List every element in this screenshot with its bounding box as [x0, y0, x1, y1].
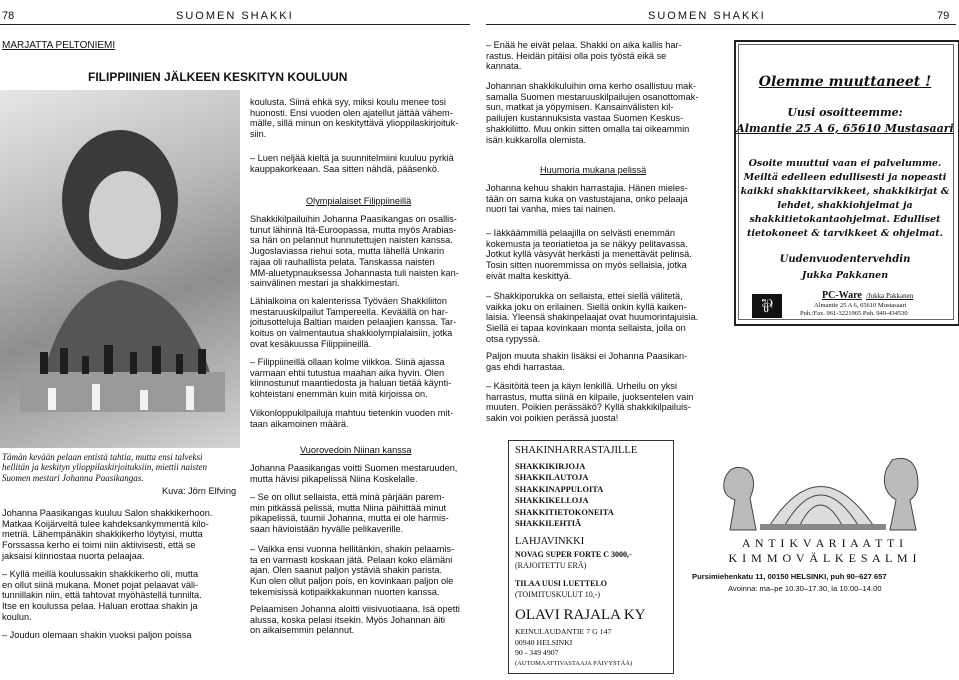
subheading-vuorovedoin: Vuorovedoin Niinan kanssa: [300, 445, 412, 455]
text-line: – Kyllä meillä koulussakin shakkikerho oli, mutta: [2, 569, 199, 579]
text-line: kokemusta ja teoriatietoa ja se näkyy pelitavassa.: [486, 238, 688, 249]
caption-line: Suomen mestari Johanna Paasikangas.: [2, 472, 144, 483]
text-line: vaikka joku on erilainen. Siellä onkin kyllä kaiken-: [486, 301, 687, 312]
col1-paragraph: [2, 508, 212, 562]
photo-caption: [2, 452, 207, 483]
right-header-rule: [486, 24, 956, 25]
text-line: nuori tai vanha, mies tai nainen.: [486, 204, 616, 215]
text-line: Siellä ei tapaa kovinkaan monta sellaista, jolla on: [486, 323, 686, 334]
list-item: SHAKKILEHTIÄ: [515, 519, 582, 529]
text-line: (AUTOMAATTIVASTAAJA PÄIVYSTÄÄ): [515, 659, 633, 667]
shop-owner: /Jukka Pakkanen: [866, 292, 914, 300]
text-line: lehdet, shakkiohjelmat ja: [777, 200, 913, 211]
list-item: SHAKKITIETOKONEITA: [515, 507, 614, 517]
left-page-number: 78: [2, 10, 15, 22]
text-line: Pelaamisen Johanna aloitti viisivuotiaana. Isä opetti: [250, 604, 460, 614]
text-line: Matkaa Koijärveltä tulee kahdeksankymmentä kilo-: [2, 518, 209, 529]
text-line: Shakkikilpailuihin Johanna Paasikangas on osallis-: [250, 214, 457, 224]
ad2-catalog: TILAA UUSI LUETTELO: [515, 579, 608, 588]
antikvariaatti-hours: Avoinna: ma–pe 10.30–17.30, la 10.00–14.00: [728, 584, 882, 593]
text-line: – Enää he eivät pelaa. Shakki on aika kallis har-: [486, 40, 682, 50]
text-line: Johannan shakkikuluihin oma kerho osallistuu mak-: [486, 81, 696, 91]
author-name: MARJATTA PELTONIEMI: [2, 40, 116, 51]
ad-greeting: Uudenvuodentervehdin: [779, 254, 911, 265]
text-line: isän kukkarolla olemista.: [486, 134, 587, 145]
col1-paragraph: [2, 630, 192, 641]
col2-paragraph: [250, 463, 457, 484]
col2-paragraph: [250, 492, 449, 535]
col2-paragraph: [250, 214, 459, 289]
col3-paragraph: [486, 40, 682, 72]
text-line: Jugoslaviassa riehui sota, mutta lähellä Unkarin: [250, 246, 445, 257]
text-line: – Luen neljää kieltä ja suunnitelmiini kuuluu pyrkiä: [250, 153, 454, 163]
chess-pieces-and-book-illustration: [690, 440, 956, 532]
ad-body: [736, 157, 954, 241]
text-line: tekemisissä kotipaikkakunnan nuorten kanssa.: [250, 586, 440, 597]
text-line: pikapelissä, tuumii Johanna, mutta ei ole harmis-: [250, 513, 449, 524]
text-line: – Joudun olemaan shakin vuoksi paljon poissa: [2, 630, 192, 640]
text-line: tunut lähinnä Itä-Euroopassa, mutta myös Arabias-: [250, 224, 457, 235]
text-line: rajaa oli rauhallista pelata. Tanskassa naisten: [250, 256, 435, 267]
text-line: laisia. Yleensä shakinpelaajat ovat huumorintajuisia.: [486, 312, 699, 323]
ad2-offer-product: NOVAG SUPER FORTE C 3000,-: [515, 550, 632, 559]
text-line: saan hävioistään hyvälle pelikaverille.: [250, 524, 404, 535]
text-line: kohteistani enemmän kuin mitä kirjoissa on.: [250, 389, 428, 400]
col3-paragraph: [486, 351, 687, 372]
text-line: Viikonloppukilpailuja mahtuu tietenkin vuoden mit-: [250, 408, 454, 418]
text-line: 90 - 349 4907: [515, 648, 559, 657]
text-line: harrastus, mutta siinä en kilpaile, juoksentelen vain: [486, 391, 694, 402]
ad2-contact: [515, 627, 632, 669]
text-line: shakkiliitto. Muu onkin sitten omalla tai oikeammin: [486, 123, 690, 134]
col2-paragraph: [250, 408, 453, 429]
pc-ware-logo-icon: ⅌: [752, 294, 782, 318]
text-line: Osoite muuttui vaan ei palvelumme.: [748, 158, 942, 169]
ad-signature: Jukka Pakkanen: [801, 270, 889, 281]
text-line: huonosti. Ensi vuoden olen ajatellut jättää vähem-: [250, 107, 453, 118]
text-line: gas ehdi harrastaa.: [486, 361, 565, 372]
text-line: eivät malta keskittyä.: [486, 270, 572, 281]
col2-paragraph: [250, 296, 456, 350]
text-line: kiinnostunut maantiedosta ja haluan tietää käynti-: [250, 378, 452, 389]
shop-phone: Puh./Fax. 961-3221965 Puh. 949-434530: [800, 310, 908, 317]
antikvariaatti-address: Pursimiehenkatu 11, 00150 HELSINKI, puh 90–627 657: [692, 572, 887, 581]
right-page-number: 79: [937, 10, 950, 22]
text-line: MM-aluetурnauksessa Johannasta tuli naisten kan-: [250, 267, 459, 278]
col3-paragraph: [486, 381, 693, 424]
antikvariaatti-title: A N T I K V A R I A A T T I: [741, 536, 905, 550]
col2-paragraph: [250, 357, 451, 400]
ad-pc-ware: [734, 40, 959, 326]
text-line: tunnillakin niin, että tahtovat myöhästellä tunnilta.: [2, 590, 202, 601]
ad-address: Almantie 25 A 6, 65610 Mustasaari: [736, 122, 954, 135]
text-line: samalla Suomen mestaruuskilpailujen osanottomak-: [486, 91, 699, 102]
subheading-olympialaiset: Olympialaiset Filippiineillä: [306, 196, 412, 206]
text-line: alussa, koska pelasi itsekin. Myös Johannan äiti: [250, 614, 446, 625]
text-line: ajan. Olen saanut paljon ystäviä shakin parista.: [250, 565, 443, 576]
text-line: – Se on ollut sellaista, että minä pärjään parem-: [250, 492, 445, 502]
right-page-header: SUOMEN SHAKKI: [648, 10, 766, 22]
text-line: rastus. Heidän pitäisi olla pois työstä eikä se: [486, 50, 667, 61]
list-item: SHAKKIKELLOJA: [515, 496, 589, 506]
photo-chess-player: [0, 90, 240, 448]
text-line: koitus on valmentautua shakkiolympialaisiin, jotka: [250, 328, 453, 339]
ad2-item-list: [515, 461, 614, 529]
text-line: – Iäkkäämmillä pelaajilla on selvästi enemmän: [486, 228, 675, 238]
col3-paragraph: [486, 81, 698, 145]
text-line: tietokoneet & tarvikkeet & ohjelmat.: [746, 228, 943, 239]
text-line: – Vaikka ensi vuonna hellitänkin, shakin pelaamis-: [250, 544, 455, 554]
text-line: KEINULAUDANTIE 7 G 147: [515, 627, 612, 636]
text-line: joitusotteluja Baltian maiden pelaajien kanssa. Tar-: [250, 317, 457, 328]
left-page-header: SUOMEN SHAKKI: [176, 10, 294, 22]
text-line: Paljon muuta shakin lisäksi ei Johanna Paasikan-: [486, 351, 688, 361]
text-line: ta en varmasti koskaan jätä. Pelaan koko elämäni: [250, 554, 453, 565]
ad2-heading: SHAKINHARRASTAJILLE: [515, 445, 638, 456]
text-line: sakin voi poikien perässä juosta!: [486, 413, 619, 424]
article-title: FILIPPIINIEN JÄLKEEN KESKITYN KOULUUN: [88, 70, 348, 84]
col3-paragraph: [486, 183, 688, 215]
text-line: Johanna Paasikangas kuuluu Salon shakkikerhoon.: [2, 508, 213, 518]
shop-name: PC-Ware: [822, 290, 862, 301]
text-line: Kun olen ollut paljon pois, en kovinkaan paljon ole: [250, 576, 454, 587]
ad-antikvariaatti: [690, 440, 956, 570]
text-line: mutta hävisi pikapelissä Niina Koskelalle.: [250, 473, 418, 484]
text-line: metriä. Lähempänäkin shakkikerho löytyisi, mutta: [2, 529, 203, 540]
text-line: koulun.: [2, 611, 32, 622]
text-line: kauppakorkeaan. Saa sitten nähdä, pääsenkö.: [250, 163, 440, 174]
text-line: shakkitietokantaohjelmat. Edulliset: [749, 214, 941, 225]
col2-paragraph: [250, 153, 454, 174]
text-line: Jotkut kyllä väsyvät herkästi ja menettävät pelinsä.: [486, 249, 692, 260]
ad2-offer-note: (RAJOITETTU ERÄ): [515, 561, 587, 570]
caption-line: Tämän kevään pelaan entistä tahtia, mutta ensi talveksi: [2, 452, 203, 462]
text-line: tään on sama kuka on vastustajana, onko pelaaja: [486, 193, 688, 204]
text-line: otsa rypyssä.: [486, 333, 541, 344]
text-line: – Shakkiporukka on sellaista, ettei siellä välitetä,: [486, 291, 683, 301]
ad2-shipping: (TOIMITUSKULUT 10,-): [515, 590, 601, 599]
text-line: pailujen kustannuksista vastaa Suomen Keskus-: [486, 113, 684, 124]
text-line: Forssassa kerho ei toimi niin aktiivisesti, että se: [2, 540, 196, 551]
text-line: Meiltä edelleen edullisesti ja nopeasti: [743, 172, 947, 183]
col2-paragraph: [250, 97, 458, 140]
text-line: sainvälinen mestari ja shakkimestari.: [250, 278, 400, 289]
text-line: Tosin sitten nuoremmissa on myös sellaisia, jotka: [486, 260, 687, 271]
text-line: – Filippiineillä ollaan kolme viikkoa. Siinä ajassa: [250, 357, 445, 367]
ad-address-label: Uusi osoitteemme:: [787, 106, 903, 119]
subheading-huumoria: Huumoria mukana pelissä: [540, 165, 647, 175]
ad2-company: OLAVI RAJALA KY: [515, 607, 646, 623]
text-line: mälle, sillä minun on keskityttävä ylioppilaskirjoituk-: [250, 118, 459, 129]
list-item: SHAKKILAUTOJA: [515, 473, 589, 483]
text-line: – Käsitöitä teen ja käyn lenkillä. Urheilu on yksi: [486, 381, 677, 391]
text-line: kannata.: [486, 61, 522, 72]
photo-credit: Kuva: Jörn Elfving: [162, 486, 237, 496]
text-line: on aikaisemmin pelannut.: [250, 625, 355, 636]
col2-paragraph: [250, 544, 454, 598]
col3-paragraph: [486, 228, 692, 282]
col1-paragraph: [2, 569, 202, 623]
ad-title: Olemme muuttaneet !: [758, 74, 932, 90]
text-line: varmaan ehtii tutustua maahan aika hyvin. Olen: [250, 367, 445, 378]
text-line: taan aikamoinen määrä.: [250, 418, 349, 429]
text-line: Johanna kehuu shakin harrastajia. Hänen mieles-: [486, 183, 688, 193]
text-line: Itse en koulussa pelaa. Haluan erottaa shakin ja: [2, 601, 198, 612]
list-item: SHAKKIKIRJOJA: [515, 462, 586, 471]
ad-olavi-rajala: [508, 440, 674, 674]
text-line: jaksaisi kiinnostaa nuorta pelaajaa.: [2, 550, 145, 561]
text-line: sun, matkat ja yöpymisen. Kansainvälisten kil-: [486, 102, 674, 113]
text-line: ovat kesäkuussa Filippiineillä.: [250, 338, 372, 349]
text-line: koulusta. Siinä ehkä syy, miksi koulu menee tosi: [250, 97, 446, 107]
text-line: min pitkässä pelissä, mutta Niina päihittää minut: [250, 502, 447, 513]
text-line: siin.: [250, 129, 267, 140]
photo-illustration: [0, 90, 240, 448]
text-line: Lähialkoina on kalenterissa Työväen Shakkiliiton: [250, 296, 447, 306]
text-line: 00940 HELSINKI: [515, 637, 573, 647]
text-line: en ollut siinä mukana. Monet pojat pelaavat väli-: [2, 579, 199, 590]
list-item: SHAKKINAPPULOITA: [515, 484, 604, 494]
caption-line: hellitän ja keskityn ylioppilaskirjoituksiin, miettii naisten: [2, 462, 207, 473]
text-line: muuten. Poikien perässäkö? Kyllä shakkikilpailuis-: [486, 402, 691, 413]
col3-paragraph: [486, 291, 698, 345]
text-line: kaikki shakkitarvikkeet, shakkikirjat &: [740, 186, 950, 197]
col2-paragraph: [250, 604, 460, 636]
left-header-rule: [0, 24, 470, 25]
text-line: sa hän on pelannut hunnutettujen naisten kanssa.: [250, 235, 453, 246]
text-line: Johanna Paasikangas voitti Suomen mestaruuden,: [250, 463, 458, 473]
ad2-offer-title: LAHJAVINKKI: [515, 536, 585, 547]
text-line: mestaruuskilpailut Tampereella. Keväällä on har-: [250, 306, 448, 317]
antikvariaatti-owner: K I M M O V Ä L K E S A L M I: [728, 551, 918, 565]
shop-address: Almantie 25 A 6, 65610 Mustasaari: [814, 302, 907, 309]
